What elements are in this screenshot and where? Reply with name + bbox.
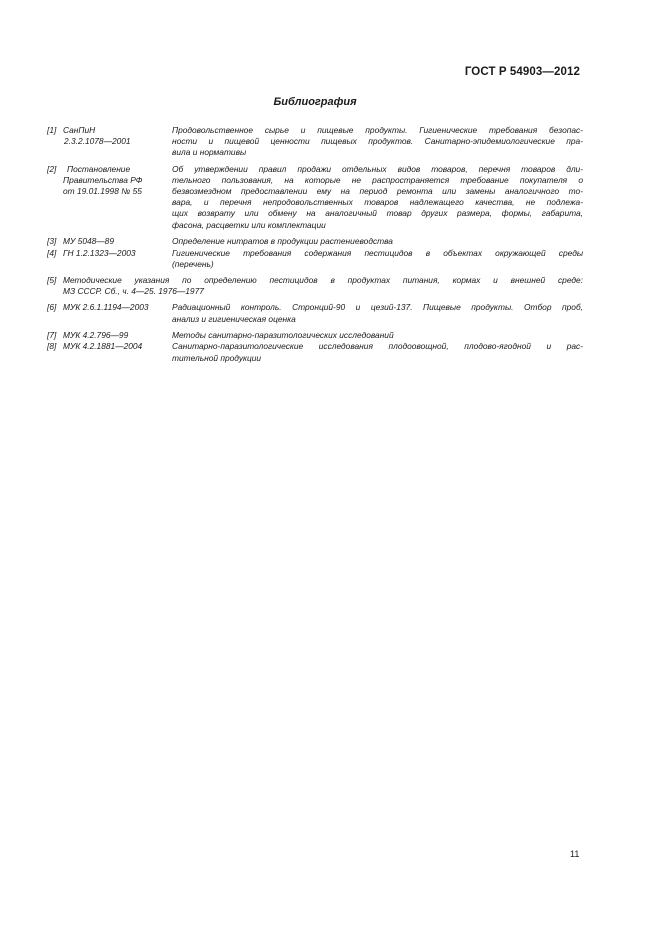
entry-reference — [63, 125, 172, 159]
reference-line: от 19.01.1998 № 55 — [63, 186, 142, 197]
reference-line: МУК 2.6.1.1194—2003 — [63, 302, 149, 313]
reference-line: ГН 1.2.1323—2003 — [63, 247, 136, 258]
description-line: вара, и перечня непродовольственных товаров надлежащего качества, не подлежа- — [172, 197, 583, 208]
reference-line: МУК 4.2.796—99 — [63, 329, 129, 340]
entry-number: [4] — [47, 247, 57, 258]
entry-number: [8] — [47, 341, 57, 352]
entry-description — [172, 236, 583, 247]
entry-description — [172, 330, 583, 341]
entry-reference — [63, 164, 172, 231]
description-line: Методические указания по определению пестицидов в продуктах питания, кормах и внешней среде: — [63, 274, 583, 285]
bibliography-entry — [47, 302, 583, 324]
entry-description — [172, 125, 583, 159]
bibliography-entry — [47, 236, 583, 247]
description-line: щих возврату или обмену на аналогичный товар других размера, формы, габарита, — [172, 208, 583, 219]
entry-reference — [63, 330, 172, 341]
reference-line: МУ 5048—89 — [63, 235, 114, 246]
description-line: Радиационный контроль. Стронций-90 и цезий-137. Пищевые продукты. Отбор проб, — [172, 302, 583, 313]
reference-line: Правительства РФ — [63, 174, 143, 185]
reference-line: СанПиН — [63, 125, 96, 135]
entry-description — [172, 164, 583, 231]
bibliography-entry — [47, 330, 583, 341]
document-code: ГОСТ Р 54903—2012 — [464, 66, 580, 78]
bibliography-entry — [47, 125, 583, 159]
description-line: безвозмездном предоставлении ему на период ремонта или замены аналогичного то- — [172, 186, 583, 197]
description-line: МЗ СССР. Сб., ч. 4—25. 1976—1977 — [63, 286, 204, 297]
entry-description — [172, 302, 583, 324]
entry-description — [172, 248, 583, 270]
entry-number: [1] — [47, 125, 57, 135]
page-number: 11 — [570, 849, 580, 859]
bibliography-entry — [47, 341, 583, 363]
entry-full-text — [63, 275, 583, 297]
bibliography-list — [47, 125, 583, 364]
reference-line: Постановление — [67, 163, 131, 174]
description-line: Санитарно-паразитологические исследования плодоовощной, плодово-ягодной и рас- — [172, 341, 583, 352]
description-line: вила и нормативы — [172, 147, 247, 158]
description-line: ности и пищевой ценности пищевых продуктов. Санитарно-эпидемиологические пра- — [172, 136, 583, 147]
description-line: Методы санитарно-паразитологических исследований — [172, 329, 394, 340]
bibliography-entry — [47, 275, 583, 297]
description-line: (перечень) — [172, 258, 214, 269]
description-line: Гигиенические требования содержания пестицидов в объектах окружающей среды — [172, 247, 583, 258]
entry-number: [5] — [47, 274, 57, 285]
entry-number: [6] — [47, 302, 57, 313]
entry-number: [7] — [47, 329, 57, 340]
entry-reference — [63, 341, 172, 363]
description-line: тельного пользования, на которые не распространяется требование покупателя о — [172, 174, 583, 185]
bibliography-entry — [47, 164, 583, 231]
entry-reference — [63, 302, 172, 324]
entry-description — [172, 341, 583, 363]
reference-line: 2.3.2.1078—2001 — [64, 136, 131, 147]
description-line: Продовольственное сырье и пищевые продукты. Гигиенические требования безопас- — [172, 125, 583, 135]
description-line: Об утверждении правил продажи отдельных видов товаров, перечня товаров дли- — [172, 163, 583, 174]
description-line: Определение нитратов в продукции растениеводства — [172, 235, 393, 246]
description-line: тительной продукции — [172, 352, 262, 363]
section-title: Библиография — [273, 96, 357, 108]
reference-line: МУК 4.2.1881—2004 — [63, 341, 143, 352]
bibliography-entry — [47, 248, 583, 270]
entry-number: [3] — [47, 235, 57, 246]
description-line: анализ и гигиеническая оценка — [172, 313, 296, 324]
entry-reference — [63, 248, 172, 270]
entry-reference — [63, 236, 172, 247]
entry-number: [2] — [47, 163, 57, 174]
description-line: фасона, расцветки или комплектации — [172, 219, 326, 230]
